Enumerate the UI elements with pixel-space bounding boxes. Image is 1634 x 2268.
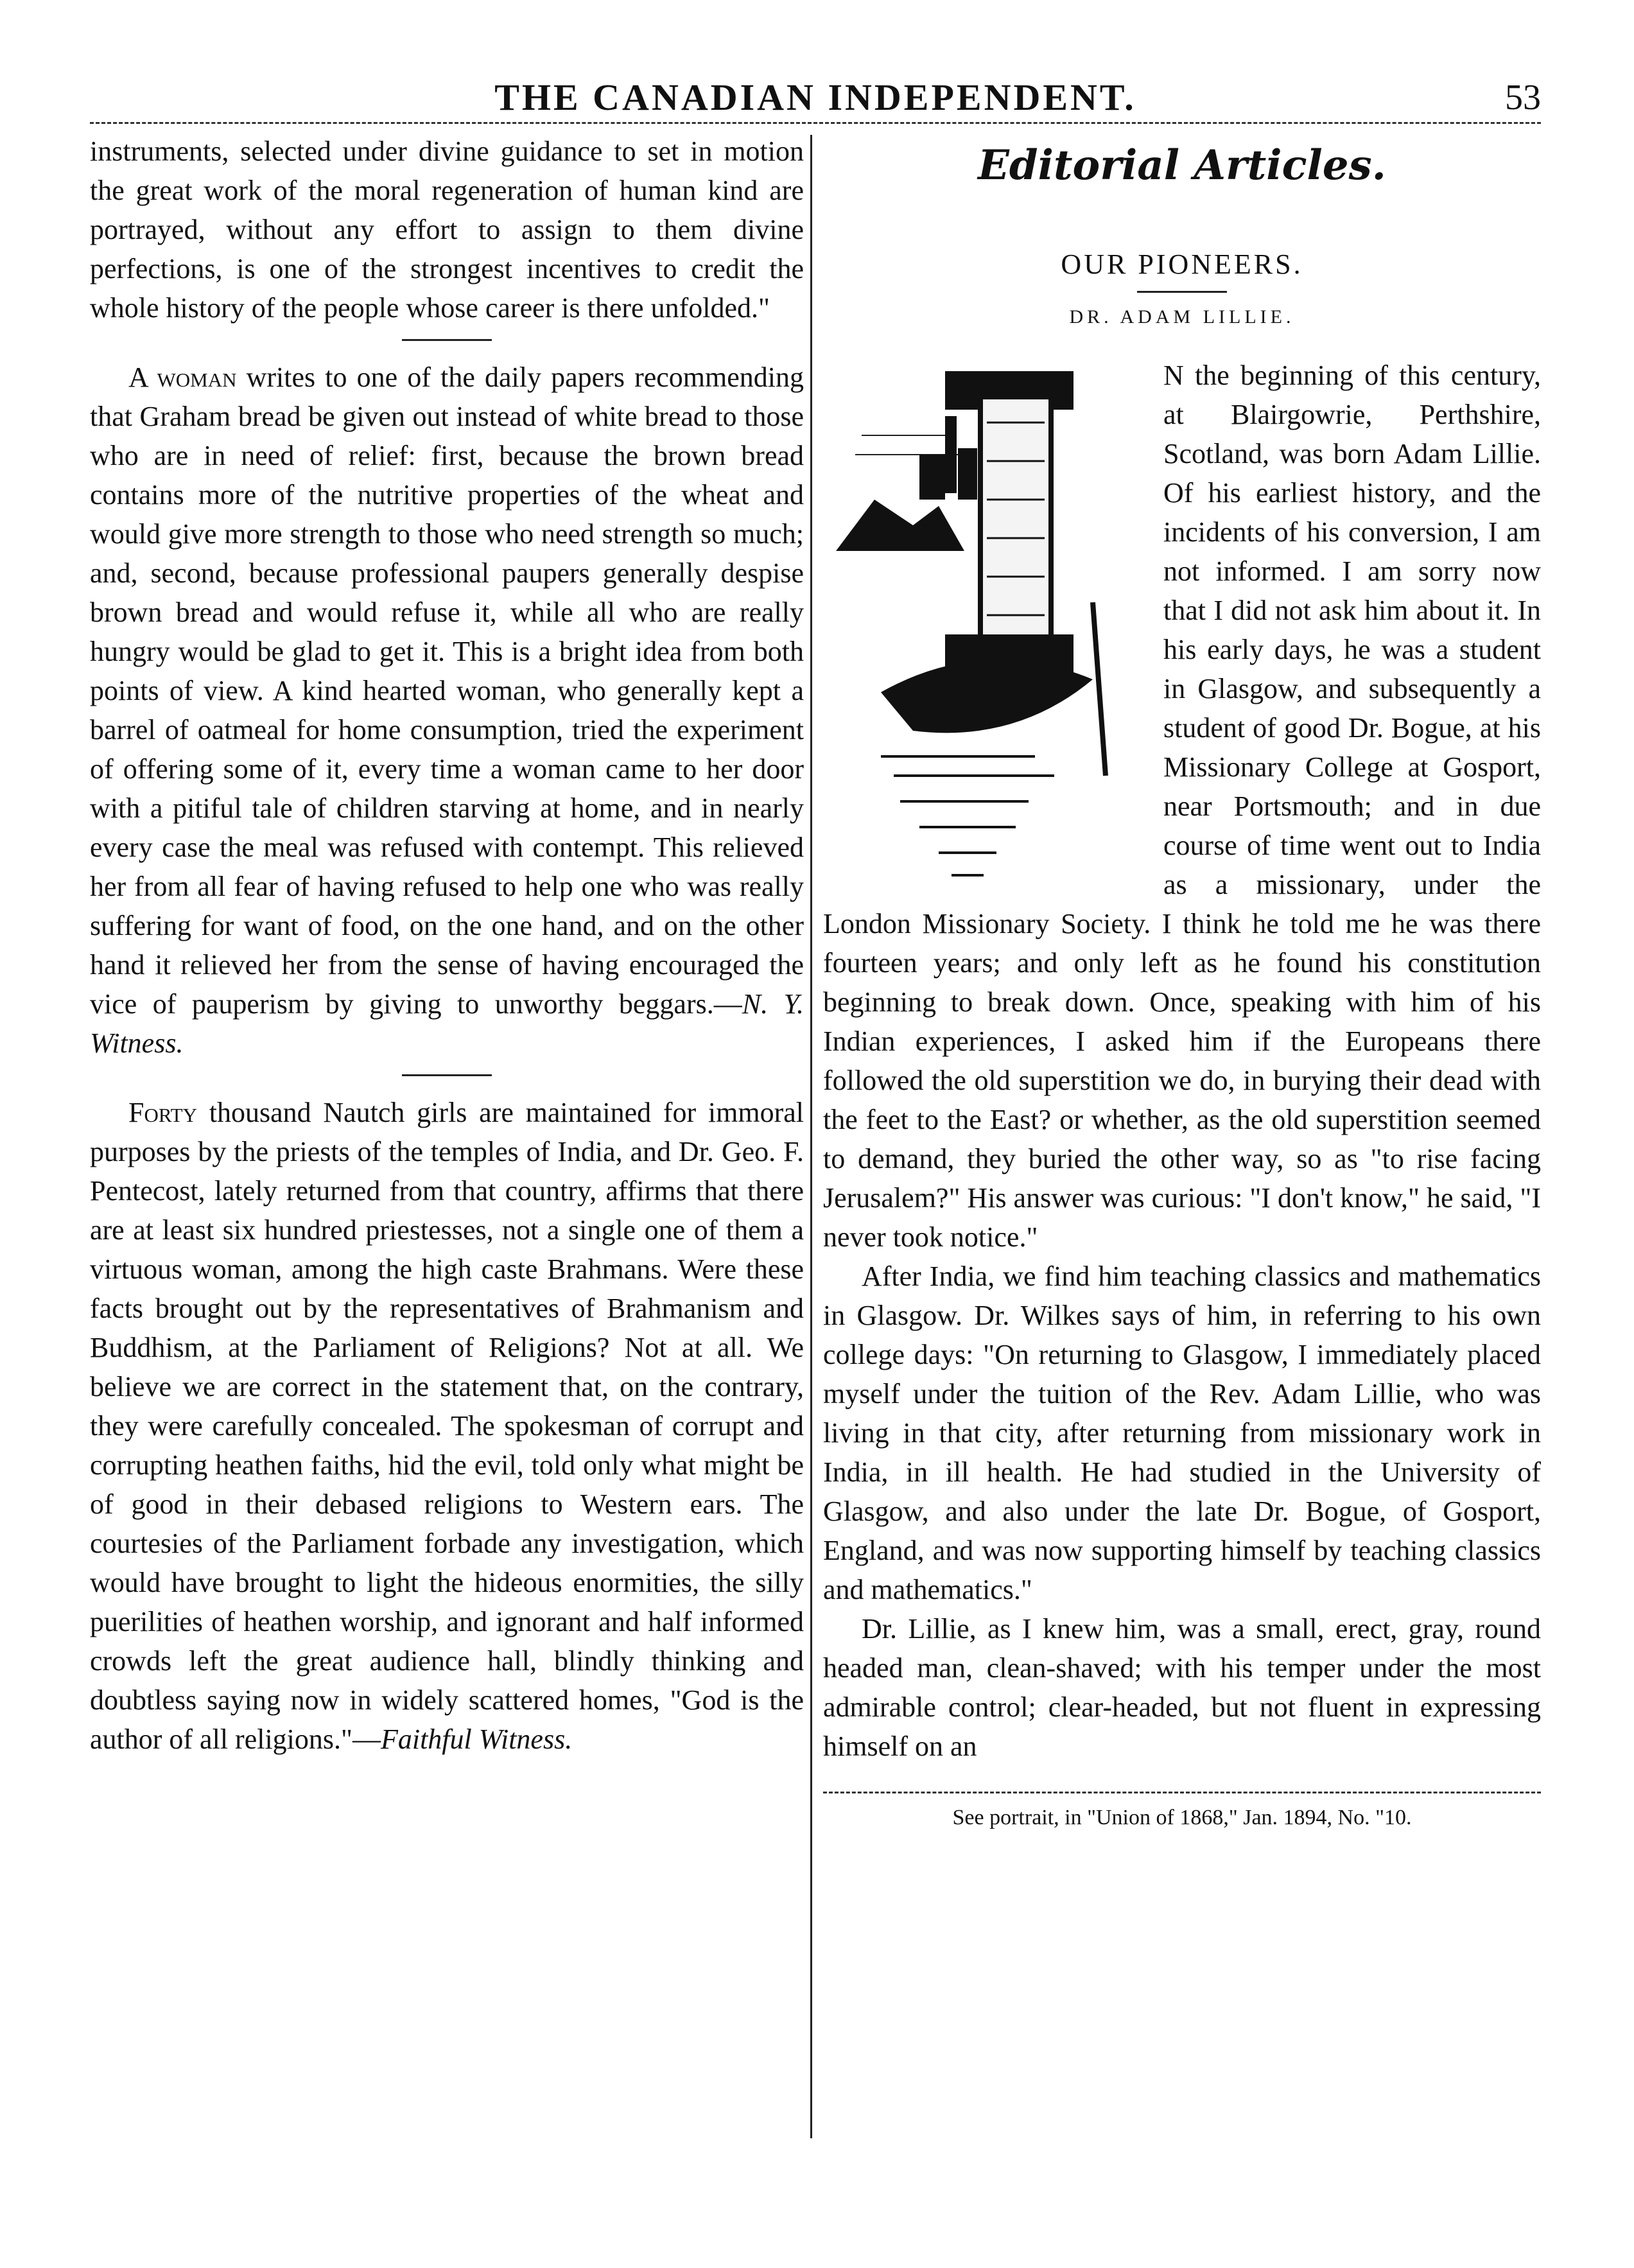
header-rule bbox=[90, 122, 1541, 124]
article-title: OUR PIONEERS. bbox=[1061, 249, 1303, 280]
illustration-city bbox=[836, 416, 977, 551]
page-number: 53 bbox=[1505, 78, 1541, 118]
footnote-rule bbox=[823, 1792, 1541, 1793]
right-paragraph-2: After India, we find him teaching classics and mathematics in Glasgow. Dr. Wilkes says of him, in referring to his own college days: "On returning to Glasgow, I immediately placed myself under the tuition of the Rev. Adam Lillie, who was living in that city, after returning from missionary work in India, in ill health. He had studied in the University of Glasgow, and also under the late Dr. Bogue, of Gosport, England, and was now supporting himself by teaching classics and mathematics." bbox=[823, 1260, 1541, 1605]
paragraph-body: thousand Nautch girls are maintained for immoral purposes by the priests of the temples of India, and Dr. Geo. F. Pentecost, lately returned from that country, affirms that there are at least six hundred priestesses, not a single one of them a virtuous woman, among the high caste Brahmans. Were these facts brought out by the representatives of Brahmanism and Buddhism, at the Parliament of Religions? Not at all. We believe we are correct in the statement that, on the contrary, they were carefully concealed. The spokesman of corrupt and corrupting heathen faiths, hid the evil, told only what might be of good in their debased religions to Western ears. The courtesies of the Parliament forbade any investigation, which would have brought to light the hideous enormities, the silly puerilities of heathen worship, and ignorant and half informed crowds left the great audience hall, blindly thinking and doubtless saying now in widely scattered homes, "God is the author of all religions."— bbox=[90, 1097, 804, 1755]
article-body bbox=[823, 356, 1541, 1766]
left-paragraph-1: instruments, selected under divine guidance to set in motion the great work of the moral regeneration of human kind are portrayed, without any effort to assign to them divine perfections, is one of the strongest incentives to credit the whole history of the people whose career is there unfolded." bbox=[90, 135, 804, 324]
paragraph-source: Faithful Witness. bbox=[380, 1723, 573, 1755]
column-divider bbox=[810, 135, 812, 2138]
drop-cap-illustration bbox=[823, 358, 1144, 891]
left-paragraph-3 bbox=[90, 1093, 804, 1759]
drop-cap-letter-shape bbox=[945, 371, 1073, 673]
right-column bbox=[823, 132, 1541, 1836]
publication-title: THE CANADIAN INDEPENDENT. bbox=[494, 76, 1136, 118]
title-rule bbox=[1137, 291, 1227, 293]
editorial-heading: Editorial Articles. bbox=[978, 141, 1386, 189]
paragraph-source: N. Y. Witness. bbox=[90, 988, 804, 1059]
right-paragraph-3: Dr. Lillie, as I knew him, was a small, erect, gray, round headed man, clean-shaved; with his temper under the most admirable control; clear-headed, but not fluent in expressing himself on an bbox=[823, 1613, 1541, 1762]
paragraph-lead: A woman bbox=[128, 362, 237, 393]
illustration-water bbox=[881, 756, 1054, 875]
left-paragraph-2 bbox=[90, 358, 804, 1063]
right-paragraph-1: N the beginning of this century, at Blairgowrie, Perthshire, Scotland, was born Adam Lillie. Of his earliest history, and the incidents of his conversion, I am not informed. I am sorry now that I did not ask him about it. In his early days, he was a student in Glasgow, and subsequently a student of good Dr. Bogue, at his Missionary College at Gosport, near Portsmouth; and in due course of time went out to India as a missionary, under the London Missionary Society. I think he told me he was there fourteen years; and only left as he found his constitution beginning to break down. Once, speaking with him of his Indian experiences, I asked him if the Europeans there followed the old superstition we do, in burying their dead with the feet to the East? or whether, as the old superstition seemed to demand, they buried the other way, so as "to rise facing Jerusalem?" His answer was curious: "I don't know," he said, "I never took notice." bbox=[823, 360, 1542, 1253]
section-divider bbox=[402, 1074, 492, 1076]
article-subtitle: DR. ADAM LILLIE. bbox=[1069, 306, 1295, 327]
paragraph-body: writes to one of the daily papers recommending that Graham bread be given out instead of white bread to those who are in need of relief: first, because the brown bread contains more of the nutritive properties of the wheat and would give more strength to those who need strength so much; and, second, because professional paupers generally despise brown bread and would refuse it, while all who are really hungry would be glad to get it. This is a bright idea from both points of view. A kind hearted woman, who generally kept a barrel of oatmeal for home consumption, tried the experiment of offering some of it, every time a woman came to her door with a pitiful tale of children starving at home, and in nearly every case the meal was refused with contempt. This relieved her from all fear of having refused to help one who was really suffering for want of food, on the one hand, and on the other hand it relieved her from the sense of having encouraged the vice of pauperism by giving to unworthy beggars.— bbox=[90, 362, 804, 1020]
page-header bbox=[90, 72, 1541, 123]
paragraph-lead: Forty bbox=[128, 1097, 197, 1128]
section-divider bbox=[402, 339, 492, 341]
footnote: See portrait, in "Union of 1868," Jan. 1894, No. "10. bbox=[952, 1806, 1412, 1829]
left-column bbox=[90, 132, 804, 1759]
